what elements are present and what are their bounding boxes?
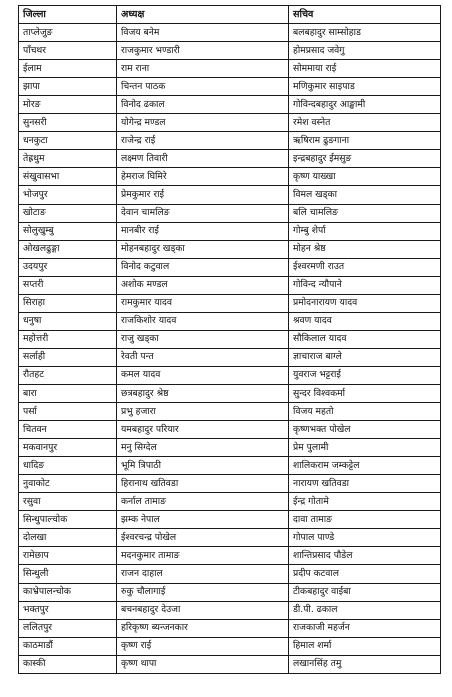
chairperson-cell: राजु खड्का bbox=[117, 330, 289, 348]
secretary-cell: कृष्ण याख्खा bbox=[289, 168, 441, 186]
table-row bbox=[19, 439, 441, 457]
chairperson-cell: राजकिशोर यादव bbox=[117, 312, 289, 330]
table-row bbox=[19, 330, 441, 348]
chairperson-cell: राजेन्द्र राई bbox=[117, 132, 289, 150]
table-header bbox=[19, 6, 441, 24]
district-cell: मोरङ bbox=[19, 96, 117, 114]
district-cell: मकवानपुर bbox=[19, 439, 117, 457]
chairperson-cell: मोहनबहादुर खड्का bbox=[117, 240, 289, 258]
secretary-cell: होमप्रसाद जवेगु bbox=[289, 42, 441, 60]
chairperson-cell: रेवती पन्त bbox=[117, 348, 289, 366]
chairperson-cell: यमबहादुर परियार bbox=[117, 421, 289, 439]
table-row bbox=[19, 583, 441, 601]
header-row bbox=[19, 6, 441, 24]
secretary-cell: कृष्णभक्त पोखेल bbox=[289, 421, 441, 439]
chairperson-cell: छत्रबहादुर श्रेष्ठ bbox=[117, 384, 289, 402]
secretary-cell: डी.पी. ढकाल bbox=[289, 601, 441, 619]
secretary-cell: ज्ञाचाराज बाग्ले bbox=[289, 348, 441, 366]
table-row bbox=[19, 403, 441, 421]
secretary-cell: प्रदीप कटवाल bbox=[289, 565, 441, 583]
chairperson-cell: अशोक मण्डल bbox=[117, 276, 289, 294]
header-district: जिल्ला bbox=[19, 6, 117, 24]
table-row bbox=[19, 565, 441, 583]
district-cell: सिन्धुली bbox=[19, 565, 117, 583]
secretary-cell: गोम्बु शेर्पा bbox=[289, 222, 441, 240]
table-row bbox=[19, 529, 441, 547]
secretary-cell: रमेश वस्नेत bbox=[289, 114, 441, 132]
chairperson-cell: राजकुमार भण्डारी bbox=[117, 42, 289, 60]
table-row bbox=[19, 457, 441, 475]
secretary-cell: टीकबहादुर वाईबा bbox=[289, 583, 441, 601]
district-cell: महोत्तरी bbox=[19, 330, 117, 348]
secretary-cell: प्रमोदनारायण यादव bbox=[289, 294, 441, 312]
district-cell: धनकुटा bbox=[19, 132, 117, 150]
table-row bbox=[19, 24, 441, 42]
district-cell: खोटाङ bbox=[19, 204, 117, 222]
secretary-cell: ऋषिराम ढुङगाना bbox=[289, 132, 441, 150]
chairperson-cell: राम राना bbox=[117, 60, 289, 78]
district-cell: नुवाकोट bbox=[19, 475, 117, 493]
district-cell: सुनसरी bbox=[19, 114, 117, 132]
header-secretary: सचिव bbox=[289, 6, 441, 24]
secretary-cell: सुन्दर विश्वकर्मा bbox=[289, 384, 441, 402]
chairperson-cell: हेमराज घिमिरे bbox=[117, 168, 289, 186]
table-row bbox=[19, 258, 441, 276]
district-cell: सोलुखुम्बु bbox=[19, 222, 117, 240]
header-chairperson: अध्यक्ष bbox=[117, 6, 289, 24]
secretary-cell: प्रेम पुलामी bbox=[289, 439, 441, 457]
district-cell: रामेछाप bbox=[19, 547, 117, 565]
table-row bbox=[19, 240, 441, 258]
table-row bbox=[19, 150, 441, 168]
chairperson-cell: रुकु चौलागाई bbox=[117, 583, 289, 601]
chairperson-cell: रामकुमार यादव bbox=[117, 294, 289, 312]
secretary-cell: विजय महतो bbox=[289, 403, 441, 421]
district-cell: ताप्लेजुङ bbox=[19, 24, 117, 42]
district-cell: पाँचथर bbox=[19, 42, 117, 60]
secretary-cell: बलि चामलिङ bbox=[289, 204, 441, 222]
table-row bbox=[19, 42, 441, 60]
secretary-cell: युवराज भट्टराई bbox=[289, 366, 441, 384]
secretary-cell: शान्तिप्रसाद पौडेल bbox=[289, 547, 441, 565]
chairperson-cell: कमल यादव bbox=[117, 366, 289, 384]
chairperson-cell: कृष्ण राई bbox=[117, 637, 289, 655]
district-cell: भक्तपुर bbox=[19, 601, 117, 619]
chairperson-cell: भूमि त्रिपाठी bbox=[117, 457, 289, 475]
secretary-cell: मणिकुमार साइपाड bbox=[289, 78, 441, 96]
chairperson-cell: योगेन्द्र मण्डल bbox=[117, 114, 289, 132]
chairperson-cell: देवान चामलिङ bbox=[117, 204, 289, 222]
secretary-cell: लखानसिंह तमु bbox=[289, 655, 441, 673]
table-row bbox=[19, 384, 441, 402]
secretary-cell: नारायण खतिवडा bbox=[289, 475, 441, 493]
table-row bbox=[19, 547, 441, 565]
secretary-cell: गोपाल पाण्डे bbox=[289, 529, 441, 547]
secretary-cell: गोविन्द न्यौपाने bbox=[289, 276, 441, 294]
district-cell: धनुषा bbox=[19, 312, 117, 330]
district-cell: काभ्रेपालन्चोक bbox=[19, 583, 117, 601]
chairperson-cell: कर्नाल तामाङ bbox=[117, 493, 289, 511]
secretary-cell: सोममाया राई bbox=[289, 60, 441, 78]
table-row bbox=[19, 655, 441, 673]
table-body bbox=[19, 24, 441, 674]
secretary-cell: मोहन श्रेष्ठ bbox=[289, 240, 441, 258]
table-row bbox=[19, 204, 441, 222]
committee-table-sheet bbox=[18, 5, 440, 674]
table-row bbox=[19, 222, 441, 240]
district-cell: रसुवा bbox=[19, 493, 117, 511]
chairperson-cell: प्रेमकुमार राई bbox=[117, 186, 289, 204]
secretary-cell: ईश्वरमणी राउत bbox=[289, 258, 441, 276]
district-cell: रौतहट bbox=[19, 366, 117, 384]
district-cell: ईलाम bbox=[19, 60, 117, 78]
table-row bbox=[19, 60, 441, 78]
secretary-cell: हिमाल शर्मा bbox=[289, 637, 441, 655]
table-row bbox=[19, 475, 441, 493]
secretary-cell: विमल खड्का bbox=[289, 186, 441, 204]
district-cell: संखुवासभा bbox=[19, 168, 117, 186]
district-cell: कास्की bbox=[19, 655, 117, 673]
secretary-cell: बलबहादुर साम्सोहाड bbox=[289, 24, 441, 42]
chairperson-cell: मनु सिग्देल bbox=[117, 439, 289, 457]
district-cell: बारा bbox=[19, 384, 117, 402]
secretary-cell: इन्द्रबहादुर ईमसुङ bbox=[289, 150, 441, 168]
district-cell: सर्लाही bbox=[19, 348, 117, 366]
secretary-cell: दावा तामाङ bbox=[289, 511, 441, 529]
district-cell: झापा bbox=[19, 78, 117, 96]
secretary-cell: गोविन्दबहादुर आङ्खामी bbox=[289, 96, 441, 114]
table-row bbox=[19, 294, 441, 312]
chairperson-cell: मानबीर राई bbox=[117, 222, 289, 240]
chairperson-cell: हरिकृष्ण ब्यन्जनकार bbox=[117, 619, 289, 637]
secretary-cell: शालिकराम जम्कट्टेल bbox=[289, 457, 441, 475]
district-cell: भोजपुर bbox=[19, 186, 117, 204]
chairperson-cell: विजय बनेम bbox=[117, 24, 289, 42]
district-cell: सप्तरी bbox=[19, 276, 117, 294]
table-row bbox=[19, 637, 441, 655]
chairperson-cell: राजन दाहाल bbox=[117, 565, 289, 583]
chairperson-cell: कृष्ण थापा bbox=[117, 655, 289, 673]
district-cell: काठमाडौं bbox=[19, 637, 117, 655]
district-cell: धादिङ bbox=[19, 457, 117, 475]
chairperson-cell: बचनबहादुर देउजा bbox=[117, 601, 289, 619]
chairperson-cell: विनोद ढकाल bbox=[117, 96, 289, 114]
district-cell: तेह्रथुम bbox=[19, 150, 117, 168]
district-cell: सिराहा bbox=[19, 294, 117, 312]
table-row bbox=[19, 493, 441, 511]
chairperson-cell: प्रभु हजारा bbox=[117, 403, 289, 421]
district-cell: ललितपुर bbox=[19, 619, 117, 637]
table-row bbox=[19, 601, 441, 619]
chairperson-cell: मदनकुमार तामाङ bbox=[117, 547, 289, 565]
table-row bbox=[19, 366, 441, 384]
district-cell: सिन्धुपाल्चोक bbox=[19, 511, 117, 529]
secretary-cell: राजकाजी महर्जन bbox=[289, 619, 441, 637]
chairperson-cell: विनोद कटुवाल bbox=[117, 258, 289, 276]
chairperson-cell: चिन्तन पाठक bbox=[117, 78, 289, 96]
secretary-cell: श्रवण यादव bbox=[289, 312, 441, 330]
table-row bbox=[19, 511, 441, 529]
district-cell: उदयपुर bbox=[19, 258, 117, 276]
table-row bbox=[19, 619, 441, 637]
table-row bbox=[19, 276, 441, 294]
chairperson-cell: झम्क नेपाल bbox=[117, 511, 289, 529]
chairperson-cell: हिरानाथ खतिवडा bbox=[117, 475, 289, 493]
table-row bbox=[19, 114, 441, 132]
table-row bbox=[19, 186, 441, 204]
table-row bbox=[19, 78, 441, 96]
committee-table bbox=[18, 5, 441, 674]
chairperson-cell: लक्ष्मण तिवारी bbox=[117, 150, 289, 168]
secretary-cell: सौकिलाल यादव bbox=[289, 330, 441, 348]
secretary-cell: ईन्द्र गोतामे bbox=[289, 493, 441, 511]
table-row bbox=[19, 421, 441, 439]
district-cell: चितवन bbox=[19, 421, 117, 439]
table-row bbox=[19, 168, 441, 186]
table-row bbox=[19, 348, 441, 366]
district-cell: ओखलढुङ्गा bbox=[19, 240, 117, 258]
table-row bbox=[19, 312, 441, 330]
table-row bbox=[19, 132, 441, 150]
district-cell: पर्सा bbox=[19, 403, 117, 421]
chairperson-cell: ईश्वरचन्द्र पोखेल bbox=[117, 529, 289, 547]
table-row bbox=[19, 96, 441, 114]
district-cell: दोलखा bbox=[19, 529, 117, 547]
